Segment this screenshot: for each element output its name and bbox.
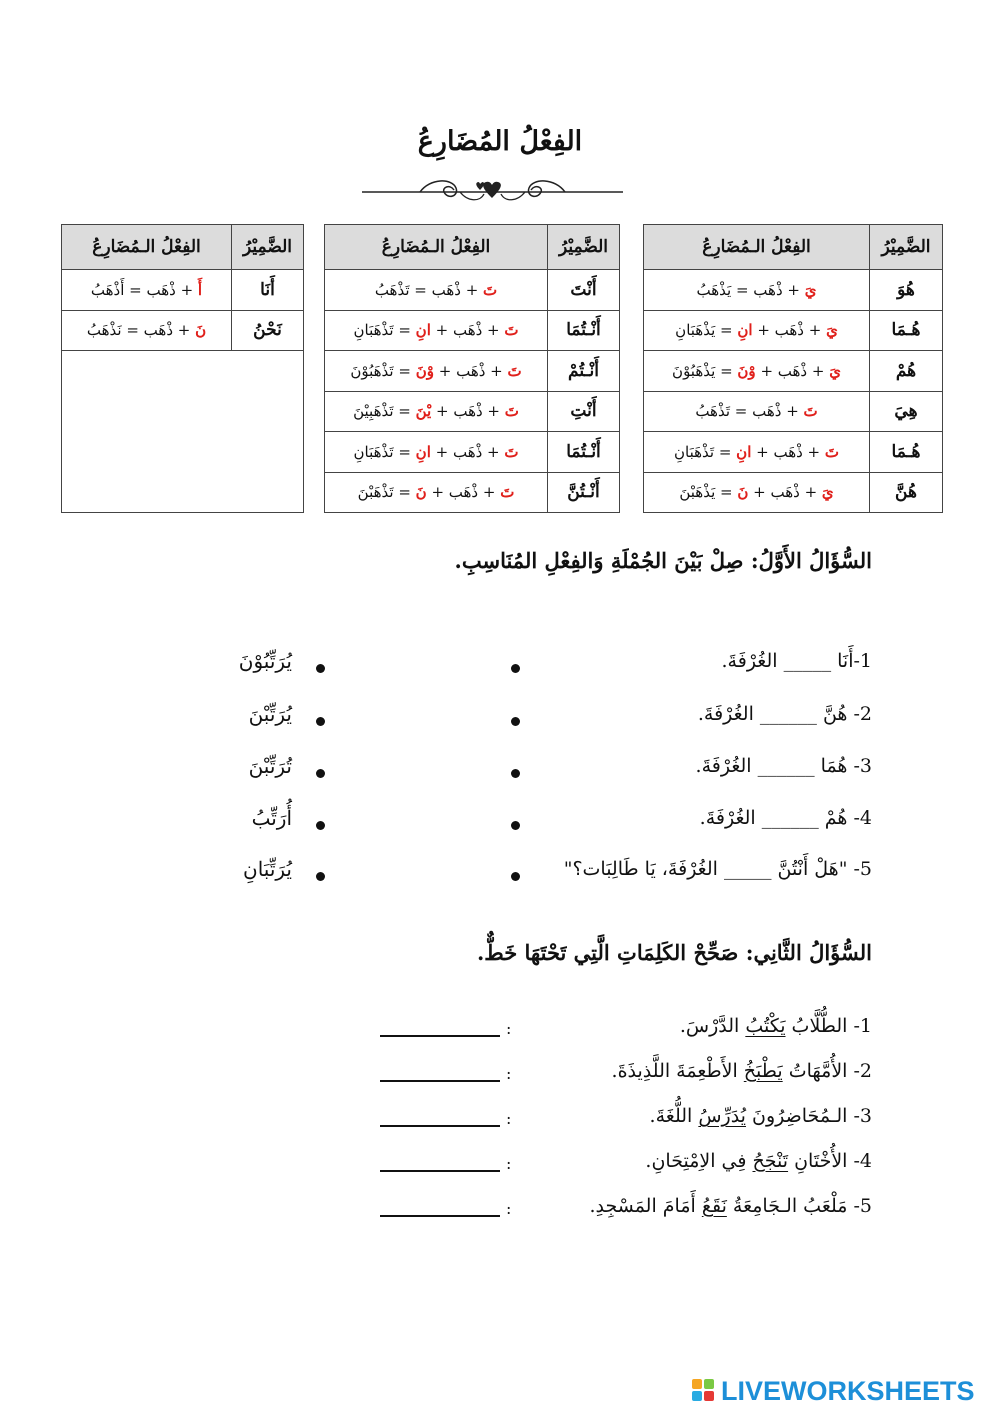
sentence-connect-point[interactable] <box>511 664 520 673</box>
page-title: الفِعْلُ المُضَارِعُ <box>417 126 583 157</box>
table-row <box>644 270 943 311</box>
verb-prefix: أَ <box>197 280 203 299</box>
pronoun-cell: هُـمَا <box>870 432 943 473</box>
verb-result: = يَذْهَبْنَ <box>679 483 738 502</box>
sentence-end: الدَّرْسَ. <box>679 1015 746 1037</box>
verb-stem: + ذْهَب + <box>751 442 825 461</box>
question-2-heading: السُّؤَالُ الثَّانِي: صَحِّحْ الكَلِمَاتِ الَّتِي تَحْتَهَا خَطٌّ. <box>477 940 872 965</box>
verb-result: = تَذْهَبُوْنَ <box>350 361 416 380</box>
verb-formula-cell <box>644 310 870 351</box>
verb-prefix: تَ <box>504 402 519 421</box>
matching-sentence: 2- هُنَّ ______ الغُرْفَةَ. <box>697 703 872 725</box>
matching-option: تُرَتِّبْنَ <box>248 754 292 778</box>
verb-prefix: تَ <box>504 321 519 340</box>
verb-stem: + ذْهَب <box>141 280 198 299</box>
answer-blank[interactable] <box>380 1215 500 1217</box>
verb-formula-cell <box>325 472 548 513</box>
table-row <box>644 391 943 432</box>
verb-suffix: وْنَ <box>737 361 756 380</box>
colon-separator: : <box>506 1154 512 1173</box>
verb-prefix: تَ <box>507 361 522 380</box>
conjugation-table-third-person <box>643 224 943 513</box>
colon-separator: : <box>506 1109 512 1128</box>
pronoun-cell: نَحْنُ <box>232 310 304 351</box>
verb-suffix: انِ <box>415 442 431 461</box>
table-row <box>644 310 943 351</box>
option-connect-point[interactable] <box>316 769 325 778</box>
verb-formula-cell <box>325 432 548 473</box>
header-pronoun: الضَّمِيْرُ <box>870 225 943 270</box>
pronoun-cell: هُـمَا <box>870 310 943 351</box>
sentence-end: الأَطْعِمَةَ اللَّذِيذَةَ. <box>611 1060 744 1082</box>
sentence-connect-point[interactable] <box>511 872 520 881</box>
pronoun-cell: أَنَا <box>232 270 304 311</box>
pronoun-cell: أَنْـتُمَا <box>548 432 620 473</box>
verb-formula-cell <box>325 270 548 311</box>
matching-option: أُرَتِّبُ <box>251 806 292 830</box>
verb-stem: + ذْهَب + <box>755 361 830 380</box>
sentence-end: فِي الاِمْتِحَانِ. <box>645 1150 753 1172</box>
sentence-connect-point[interactable] <box>511 769 520 778</box>
pronoun-cell: أَنْـتُنَّ <box>548 472 620 513</box>
verb-result: = نَذْهَبُ <box>86 321 139 340</box>
empty-cell <box>62 351 304 513</box>
verb-suffix: انِ <box>736 442 752 461</box>
sentence-end: أَمَامَ المَسْجِدِ. <box>589 1195 702 1217</box>
header-verb: الفِعْلُ الـمُضَارِعُ <box>325 225 548 270</box>
sentence-connect-point[interactable] <box>511 717 520 726</box>
verb-prefix: تَ <box>500 483 515 502</box>
verb-stem: + ذْهَب + <box>752 321 827 340</box>
verb-stem: + ذْهَب + <box>431 402 505 421</box>
colon-separator: : <box>506 1064 512 1083</box>
empty-row <box>62 351 304 513</box>
table-row <box>644 432 943 473</box>
ornament-divider-icon <box>360 172 625 212</box>
verb-prefix: يَ <box>821 483 834 502</box>
verb-prefix: تَ <box>483 280 498 299</box>
verb-prefix: يَ <box>826 321 838 340</box>
pronoun-cell: هُنَّ <box>870 472 943 513</box>
underlined-word: يُدَرِّسُ <box>698 1105 746 1127</box>
verb-formula-cell <box>325 351 548 392</box>
verb-result: = يَذْهَبُ <box>696 280 749 299</box>
matching-sentence: 1-أَنَا _____ الغُرْفَةَ. <box>721 650 872 672</box>
matching-option: يُرَتِّبْنَ <box>248 702 292 726</box>
verb-result: = تَذْهَبُ <box>695 402 748 421</box>
pronoun-cell: أَنْتِ <box>548 391 620 432</box>
verb-suffix: انِ <box>737 321 753 340</box>
colon-separator: : <box>506 1199 512 1218</box>
answer-blank[interactable] <box>380 1125 500 1127</box>
verb-suffix: يْنَ <box>415 402 432 421</box>
verb-formula-cell <box>644 472 870 513</box>
header-verb: الفِعْلُ الـمُضَارِعُ <box>62 225 232 270</box>
conjugation-table-second-person <box>324 224 620 513</box>
sentence-start: 5- مَلْعَبُ الـجَامِعَةُ <box>726 1195 872 1217</box>
verb-formula-cell <box>644 270 870 311</box>
header-verb: الفِعْلُ الـمُضَارِعُ <box>644 225 870 270</box>
sentence-start: 2- الأُمَّهَاتُ <box>782 1060 872 1082</box>
conjugation-table-first-person <box>61 224 304 513</box>
matching-sentence: 4- هُمْ ______ الغُرْفَةَ. <box>699 807 872 829</box>
correction-sentence <box>612 1060 872 1082</box>
verb-formula-cell <box>62 310 232 351</box>
verb-formula-cell <box>325 310 548 351</box>
verb-prefix: تَ <box>824 442 840 461</box>
verb-suffix: وْنَ <box>415 361 434 380</box>
pronoun-cell: أَنْـتُمَا <box>548 310 620 351</box>
matching-option: يُرَتِّبُوْنَ <box>238 649 292 673</box>
table-row <box>325 310 620 351</box>
pronoun-cell: هِيَ <box>870 391 943 432</box>
option-connect-point[interactable] <box>316 872 325 881</box>
correction-sentence <box>650 1105 872 1127</box>
table-row <box>325 432 620 473</box>
verb-result: = تَذْهَبَانِ <box>353 321 416 340</box>
underlined-word: نَقَعُ <box>701 1195 727 1217</box>
answer-blank[interactable] <box>380 1080 500 1082</box>
correction-sentence <box>645 1150 872 1172</box>
pronoun-cell: هُمْ <box>870 351 943 392</box>
underlined-word: يَكْتُبُ <box>745 1015 786 1037</box>
sentence-start: 1- الطُّلَّابُ <box>785 1015 872 1037</box>
answer-blank[interactable] <box>380 1035 500 1037</box>
pronoun-cell: هُوَ <box>870 270 943 311</box>
verb-prefix: تَ <box>504 442 519 461</box>
sentence-end: اللُّغَةَ. <box>649 1105 699 1127</box>
verb-stem: + ذْهَب <box>426 280 484 299</box>
underlined-word: يَطْبَخُ <box>743 1060 783 1082</box>
verb-result: = تَذْهَبَانِ <box>673 442 737 461</box>
matching-sentence: 5- "هَلْ أَنْتُنَّ _____ الغُرْفَةَ، يَا طَالِبَات؟" <box>563 858 872 880</box>
verb-stem: + ذْهَب <box>747 402 804 421</box>
verb-prefix: يَ <box>804 280 817 299</box>
verb-prefix: يَ <box>829 361 841 380</box>
verb-result: = تَذْهَبَانِ <box>353 442 416 461</box>
brand-name: LIVEWORKSHEETS <box>721 1376 975 1406</box>
sentence-start: 4- الأُخْتَانِ <box>788 1150 872 1172</box>
question-1-heading: السُّؤَالُ الأَوَّلُ: صِلْ بَيْنَ الجُمْلَةِ وَالفِعْلِ المُنَاسِبِ. <box>454 548 872 573</box>
table-row <box>325 270 620 311</box>
verb-formula-cell <box>62 270 232 311</box>
underlined-word: تَنْجَحُ <box>752 1150 789 1172</box>
pronoun-cell: أَنْتَ <box>548 270 620 311</box>
colon-separator: : <box>506 1019 512 1038</box>
verb-stem: + ذْهَب + <box>748 483 822 502</box>
table-row <box>62 270 304 311</box>
verb-suffix: نَ <box>415 483 427 502</box>
verb-stem: + ذْهَب + <box>426 483 501 502</box>
verb-stem: + ذْهَب + <box>430 442 505 461</box>
matching-option: يُرَتِّبَانِ <box>243 857 292 881</box>
option-connect-point[interactable] <box>316 664 325 673</box>
correction-sentence <box>589 1195 872 1217</box>
sentence-connect-point[interactable] <box>511 821 520 830</box>
verb-suffix: نَ <box>737 483 749 502</box>
matching-sentence: 3- هُمَا ______ الغُرْفَةَ. <box>695 755 872 777</box>
table-row <box>325 351 620 392</box>
option-connect-point[interactable] <box>316 821 325 830</box>
verb-stem: + ذْهَب + <box>430 321 505 340</box>
verb-suffix: انِ <box>415 321 431 340</box>
sentence-start: 3- الـمُحَاضِرُونَ <box>745 1105 872 1127</box>
verb-result: = يَذْهَبَانِ <box>675 321 738 340</box>
verb-formula-cell <box>644 391 870 432</box>
verb-result: = تَذْهَبْنَ <box>357 483 416 502</box>
verb-prefix: تَ <box>803 402 818 421</box>
header-pronoun: الضَّمِيْرُ <box>548 225 620 270</box>
table-row <box>325 391 620 432</box>
verb-stem: + ذْهَب + <box>433 361 508 380</box>
verb-formula-cell <box>644 351 870 392</box>
table-row <box>644 351 943 392</box>
option-connect-point[interactable] <box>316 717 325 726</box>
verb-result: = أَذْهَبُ <box>90 280 142 299</box>
verb-stem: + ذْهَب <box>748 280 805 299</box>
correction-sentence <box>680 1015 872 1037</box>
verb-result: = تَذْهَبِيْنَ <box>353 402 416 421</box>
verb-formula-cell <box>325 391 548 432</box>
table-row <box>325 472 620 513</box>
verb-prefix: نَ <box>195 321 207 340</box>
verb-formula-cell <box>644 432 870 473</box>
header-pronoun: الضَّمِيْرُ <box>232 225 304 270</box>
verb-stem: + ذْهَب <box>138 321 196 340</box>
table-row <box>62 310 304 351</box>
verb-result: = يَذْهَبُوْنَ <box>672 361 738 380</box>
liveworksheets-logo-icon <box>692 1379 718 1405</box>
pronoun-cell: أَنْـتُمْ <box>548 351 620 392</box>
answer-blank[interactable] <box>380 1170 500 1172</box>
liveworksheets-logo <box>692 1376 975 1407</box>
table-row <box>644 472 943 513</box>
verb-result: = تَذْهَبُ <box>374 280 427 299</box>
